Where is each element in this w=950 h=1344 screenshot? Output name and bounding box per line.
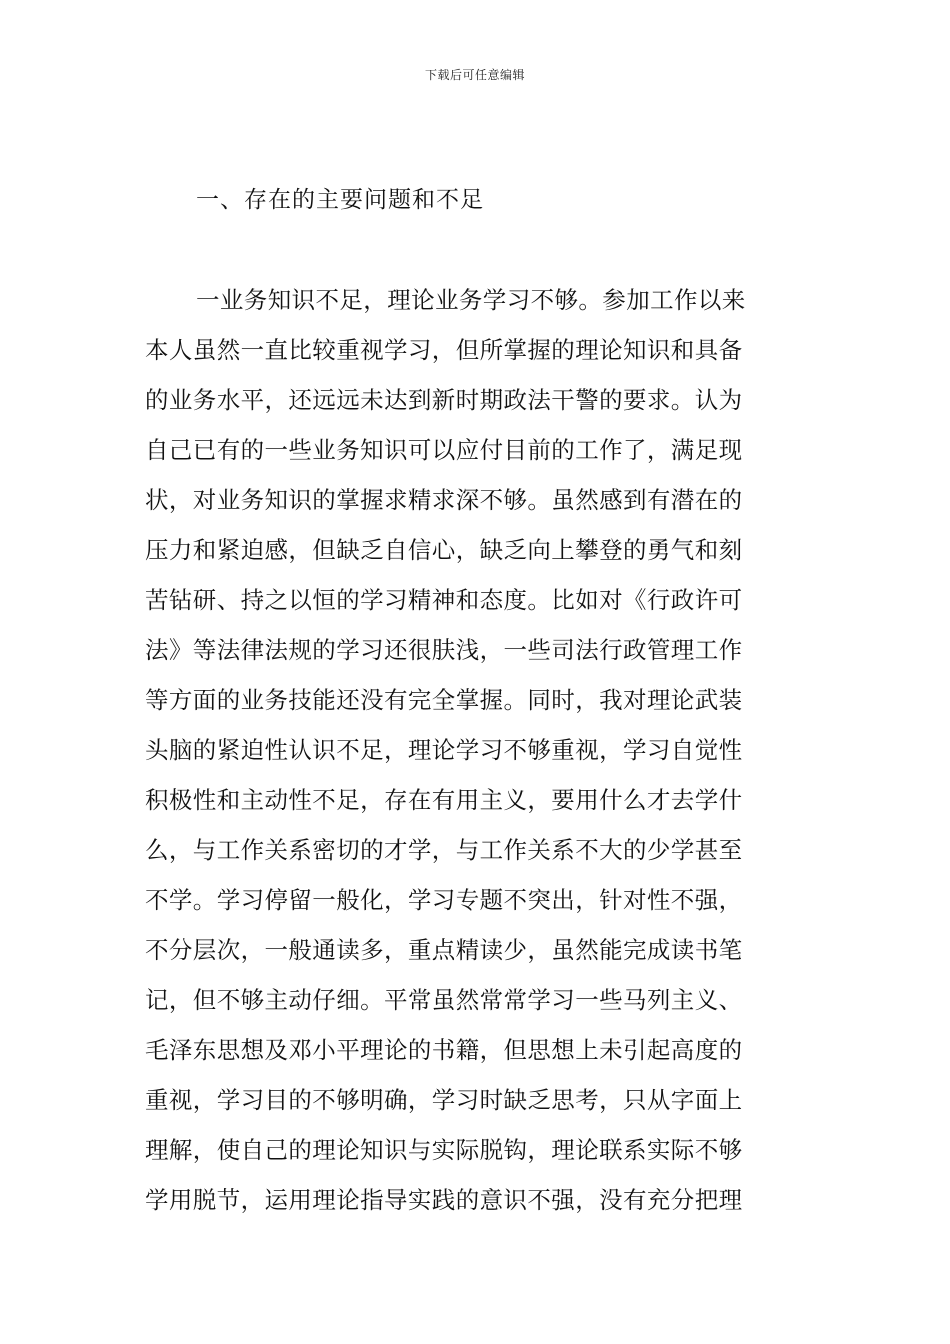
paragraph-line: 自己已有的一些业务知识可以应付目前的工作了，满足现 bbox=[145, 436, 743, 464]
section-heading: 一、存在的主要问题和不足 bbox=[196, 187, 484, 213]
paragraph-line: 一业务知识不足，理论业务学习不够。参加工作以来 bbox=[196, 286, 746, 314]
paragraph-line: 积极性和主动性不足，存在有用主义，要用什么才去学什 bbox=[145, 786, 743, 814]
paragraph-line: 状，对业务知识的掌握求精求深不够。虽然感到有潜在的 bbox=[145, 486, 743, 514]
paragraph-line: 苦钻研、持之以恒的学习精神和态度。比如对《行政许可 bbox=[145, 586, 743, 614]
paragraph-line: 法》等法律法规的学习还很肤浅，一些司法行政管理工作 bbox=[145, 636, 743, 664]
paragraph-line: 不分层次，一般通读多，重点精读少，虽然能完成读书笔 bbox=[145, 936, 743, 964]
paragraph-line: 么，与工作关系密切的才学，与工作关系不大的少学甚至 bbox=[145, 836, 743, 864]
paragraph-line: 等方面的业务技能还没有完全掌握。同时，我对理论武装 bbox=[145, 686, 743, 714]
paragraph-line: 压力和紧迫感，但缺乏自信心，缺乏向上攀登的勇气和刻 bbox=[145, 536, 743, 564]
paragraph-line: 理解，使自己的理论知识与实际脱钩，理论联系实际不够 bbox=[145, 1136, 743, 1164]
header-note: 下载后可任意编辑 bbox=[424, 68, 525, 82]
paragraph-line: 不学。学习停留一般化，学习专题不突出，针对性不强， bbox=[145, 886, 743, 914]
paragraph-line: 记，但不够主动仔细。平常虽然常常学习一些马列主义、 bbox=[145, 986, 743, 1014]
paragraph-line: 学用脱节，运用理论指导实践的意识不强，没有充分把理 bbox=[145, 1186, 743, 1214]
paragraph-line: 的业务水平，还远远未达到新时期政法干警的要求。认为 bbox=[145, 386, 743, 414]
body-paragraph bbox=[145, 275, 809, 1225]
paragraph-line: 毛泽东思想及邓小平理论的书籍，但思想上未引起高度的 bbox=[145, 1036, 743, 1064]
paragraph-line: 重视，学习目的不够明确，学习时缺乏思考，只从字面上 bbox=[145, 1086, 743, 1114]
paragraph-line: 本人虽然一直比较重视学习，但所掌握的理论知识和具备 bbox=[145, 336, 743, 364]
paragraph-line: 头脑的紧迫性认识不足，理论学习不够重视，学习自觉性 bbox=[145, 736, 743, 764]
